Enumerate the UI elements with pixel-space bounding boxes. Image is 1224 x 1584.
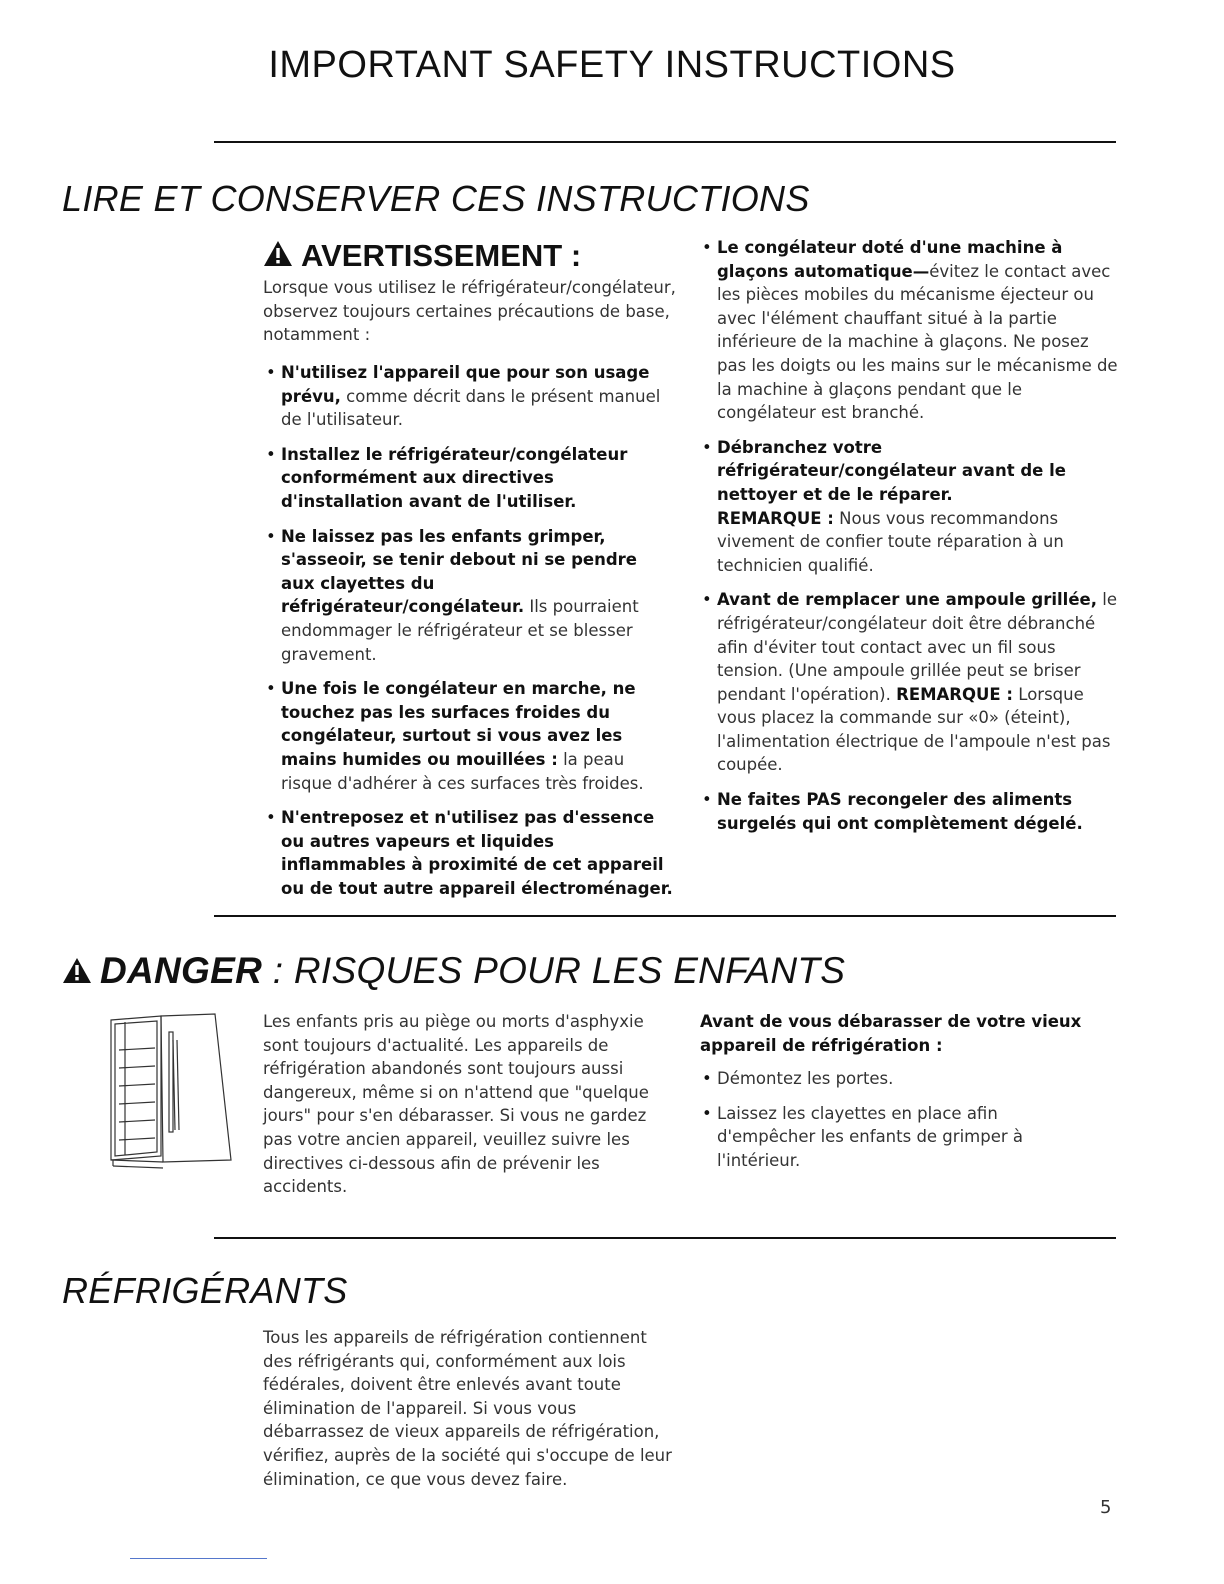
refrigerants-text: Tous les appareils de réfrigération contiennent des réfrigérants qui, conformément aux lois fédérales, doivent être enlevés avant toute élimination de l'appareil. Si vous vous débarrassez de vieux appareils de réfrigération, vérifiez, auprès de la société qui s'occupe de leur élimination, ce que vous devez faire.: [263, 1328, 672, 1489]
warning-heading: [263, 238, 683, 274]
list-item: • Laissez les clayettes en place afin d'empêcher les enfants de grimper à l'intérieur.: [700, 1102, 1100, 1173]
disposal-block: [700, 1010, 1100, 1184]
warning-intro: Lorsque vous utilisez le réfrigérateur/congélateur, observez toujours certaines précautions de base, notamment :: [263, 278, 676, 345]
divider: [214, 1237, 1116, 1239]
list-item: • Ne laissez pas les enfants grimper, s'asseoir, se tenir debout ni se pendre aux clayettes du réfrigérateur/congélateur. Ils pourraient endommager le réfrigérateur et se blesser gravement.: [264, 525, 674, 667]
list-item: • Le congélateur doté d'une machine à glaçons automatique—évitez le contact avec les pièces mobiles du mécanisme éjecteur ou avec l'élément chauffant situé à la partie inférieure de la machine à glaçons. Ne posez pas les doigts ou les mains sur le mécanisme de la machine à glaçons pendant que le congélateur est branché.: [700, 236, 1120, 425]
list-item: • Une fois le congélateur en marche, ne touchez pas les surfaces froides du congélateur, surtout si vous avez les mains humides ou mouillées : la peau risque d'adhérer à ces surfaces très froides.: [264, 677, 674, 795]
footer-line: [130, 1558, 267, 1559]
list-item: • Avant de remplacer une ampoule grillée, le réfrigérateur/congélateur doit être débranché afin d'éviter tout contact avec un fil sous tension. (Une ampoule grillée peut se briser pendant l'opération). REMARQUE : Lorsque vous placez la commande sur «0» (éteint), l'alimentation électrique de l'ampoule n'est pas coupée.: [700, 588, 1120, 777]
warning-title: AVERTISSEMENT :: [301, 238, 582, 273]
danger-label: DANGER: [100, 950, 263, 991]
section-title-lire: LIRE ET CONSERVER CES INSTRUCTIONS: [62, 178, 810, 219]
list-item: • Démontez les portes.: [700, 1067, 1100, 1091]
list-item: • N'entreposez et n'utilisez pas d'essence ou autres vapeurs et liquides inflammables à proximité de cet appareil ou de tout autre appareil électroménager.: [264, 806, 674, 900]
danger-text: Les enfants pris au piège ou morts d'asphyxie sont toujours d'actualité. Les appareils de réfrigération abandonés sont toujours aussi dangereux, même si on n'attend que "quelque jours" pour s'en débarasser. Si vous ne gardez pas votre ancien appareil, veuillez suivre les directives ci-dessous afin de prévenir les accidents.: [263, 1012, 649, 1197]
warning-block: [263, 238, 683, 347]
danger-subtitle: : RISQUES POUR LES ENFANTS: [262, 950, 846, 991]
page-number: 5: [1100, 1497, 1112, 1518]
section-title-danger: [62, 950, 845, 992]
refrigerator-illustration: [105, 1010, 237, 1170]
page-title: IMPORTANT SAFETY INSTRUCTIONS: [268, 44, 956, 86]
warning-triangle-icon: [263, 240, 293, 267]
list-item: • Débranchez votre réfrigérateur/congélateur avant de le nettoyer et de le réparer. REMARQUE : Nous vous recommandons vivement de confier toute réparation à un technicien qualifié.: [700, 436, 1120, 578]
warning-triangle-icon: [62, 957, 92, 984]
disposal-heading: Avant de vous débarasser de votre vieux appareil de réfrigération :: [700, 1012, 1082, 1055]
list-item: • Ne faites PAS recongeler des aliments surgelés qui ont complètement dégelé.: [700, 788, 1120, 835]
divider: [214, 141, 1116, 143]
left-bullet-list: [264, 361, 674, 911]
disposal-list: [700, 1067, 1100, 1172]
section-title-refrigerants: RÉFRIGÉRANTS: [62, 1270, 348, 1311]
divider: [214, 915, 1116, 917]
list-item: • N'utilisez l'appareil que pour son usage prévu, comme décrit dans le présent manuel de l'utilisateur.: [264, 361, 674, 432]
right-bullet-list: [700, 236, 1120, 846]
list-item: • Installez le réfrigérateur/congélateur conformément aux directives d'installation avant de l'utiliser.: [264, 443, 674, 514]
